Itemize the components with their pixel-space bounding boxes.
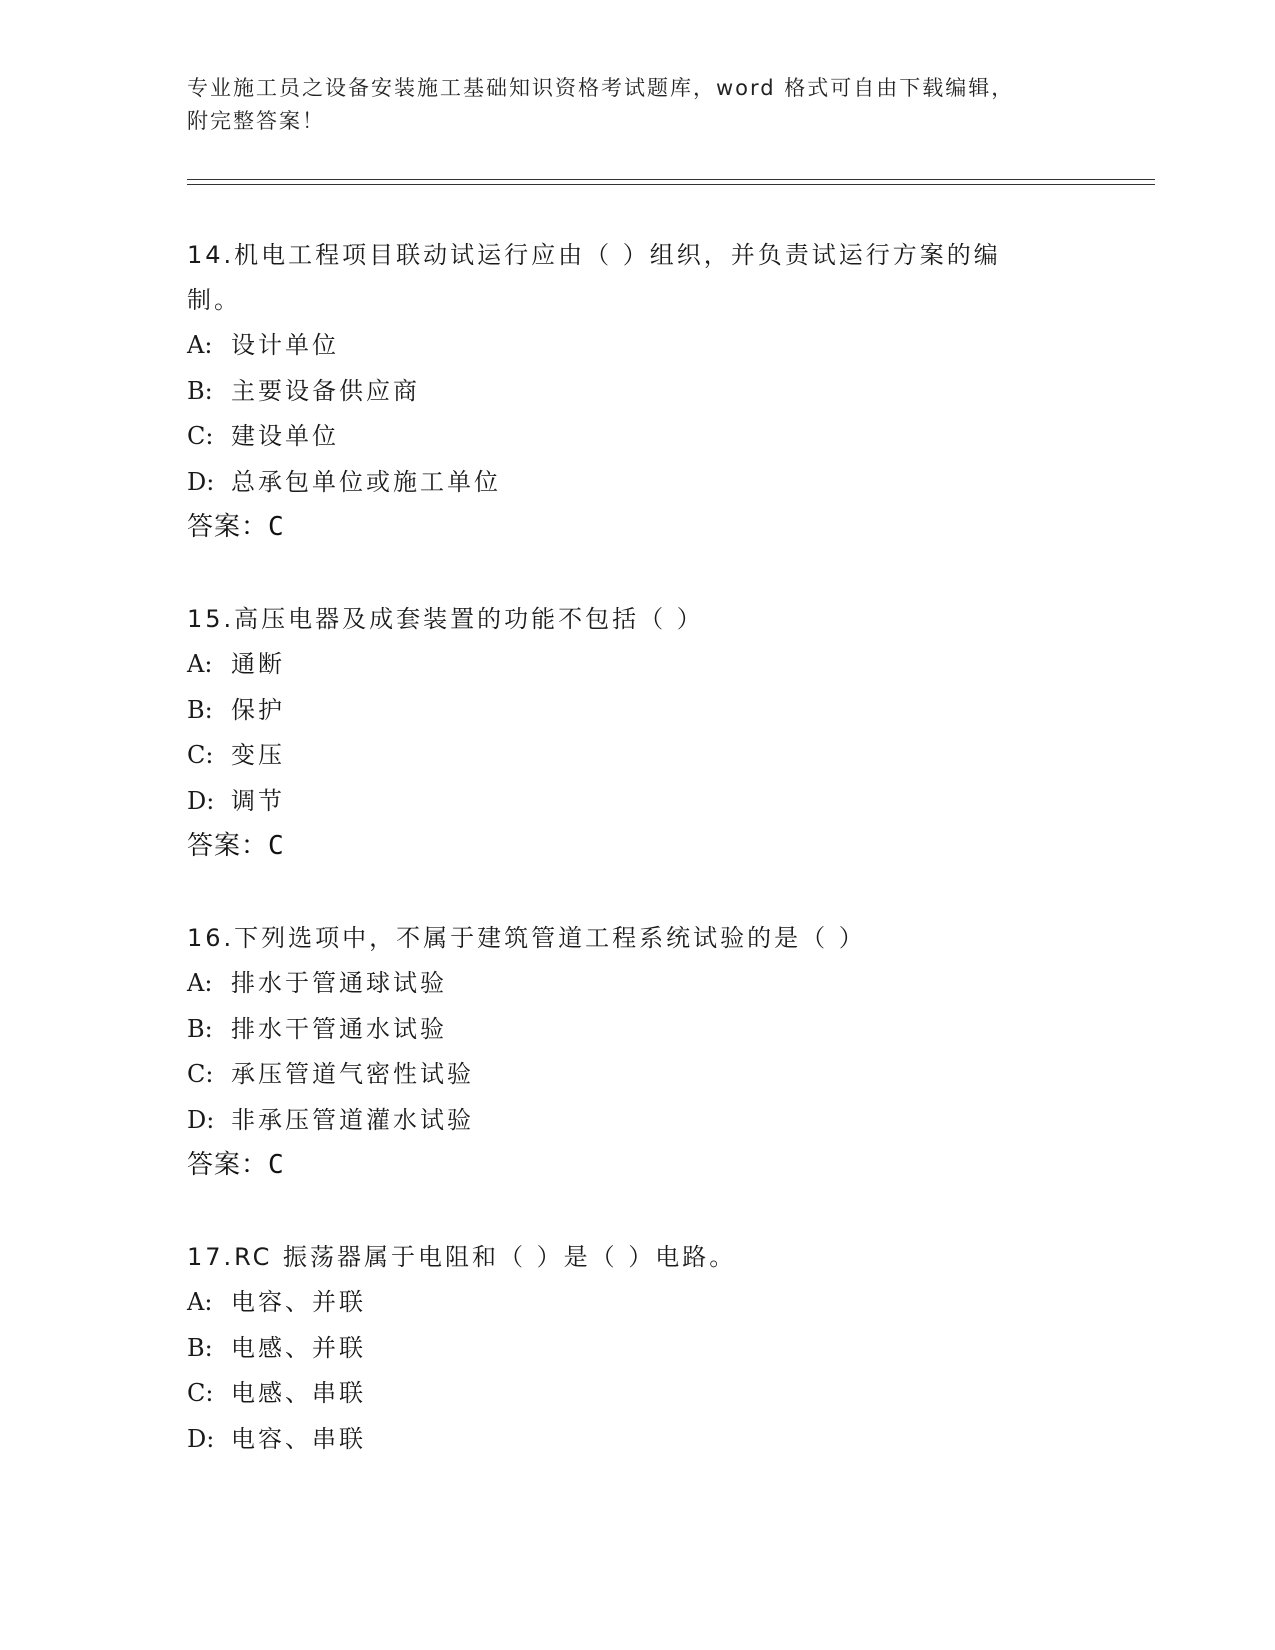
option-letter: D: — [187, 1105, 215, 1134]
question-17 — [187, 1235, 1087, 1462]
option-text: 变压 — [231, 741, 285, 769]
option-text: 电感、串联 — [231, 1379, 366, 1407]
option-text: 电容、并联 — [231, 1288, 366, 1316]
question-14 — [187, 233, 1087, 551]
option-letter: D: — [187, 467, 215, 496]
option-c — [187, 1052, 1087, 1098]
question-stem-line-1: 16.下列选项中，不属于建筑管道工程系统试验的是（ ） — [187, 924, 866, 952]
option-text: 承压管道气密性试验 — [231, 1060, 474, 1088]
question-15 — [187, 597, 1087, 870]
option-letter: D: — [187, 786, 215, 815]
option-text: 总承包单位或施工单位 — [231, 467, 501, 496]
option-text: 主要设备供应商 — [231, 376, 420, 405]
header-divider-top — [187, 179, 1155, 180]
option-c — [187, 414, 1087, 460]
question-16 — [187, 916, 1087, 1189]
option-a — [187, 1280, 1087, 1326]
option-letter: A: — [187, 969, 213, 997]
option-text: 建设单位 — [231, 422, 339, 450]
option-text: 电容、串联 — [231, 1424, 366, 1453]
option-letter: A: — [187, 331, 213, 359]
option-letter: A: — [187, 1288, 213, 1316]
question-stem-line-1: 14.机电工程项目联动试运行应由（ ）组织，并负责试运行方案的编 — [187, 241, 1001, 269]
option-letter: C: — [187, 1379, 214, 1407]
option-text: 通断 — [231, 650, 285, 678]
option-text: 非承压管道灌水试验 — [231, 1105, 474, 1134]
answer-line: 答案：C — [187, 512, 285, 542]
option-letter: A: — [187, 650, 213, 678]
option-letter: B: — [187, 1014, 213, 1043]
header-line-2: 附完整答案！ — [187, 109, 325, 133]
option-b — [187, 1326, 1087, 1372]
header-line-1: 专业施工员之设备安装施工基础知识资格考试题库，word 格式可自由下载编辑， — [187, 76, 1015, 100]
option-text: 调节 — [231, 786, 285, 815]
option-b — [187, 369, 1087, 415]
question-stem — [187, 916, 1087, 961]
question-stem — [187, 233, 1087, 323]
option-d — [187, 1098, 1087, 1144]
option-d — [187, 779, 1087, 825]
option-letter: B: — [187, 695, 213, 724]
question-stem-line-1: 15.高压电器及成套装置的功能不包括（ ） — [187, 605, 704, 633]
option-text: 排水于管通球试验 — [231, 969, 447, 997]
question-stem — [187, 1235, 1087, 1280]
option-text: 保护 — [231, 695, 285, 724]
option-b — [187, 688, 1087, 734]
option-letter: C: — [187, 1060, 214, 1088]
option-letter: C: — [187, 422, 214, 450]
question-stem-line-2: 制。 — [187, 286, 241, 314]
option-letter: C: — [187, 741, 214, 769]
option-d — [187, 1417, 1087, 1463]
question-stem-line-1: 17.RC 振荡器属于电阻和（ ）是（ ）电路。 — [187, 1243, 737, 1271]
option-letter: B: — [187, 1333, 213, 1362]
option-b — [187, 1007, 1087, 1053]
question-stem — [187, 597, 1087, 642]
answer-line: 答案：C — [187, 831, 285, 861]
option-c — [187, 733, 1087, 779]
header-divider-bottom — [187, 184, 1155, 185]
option-letter: B: — [187, 376, 213, 405]
option-a — [187, 642, 1087, 688]
option-text: 排水干管通水试验 — [231, 1014, 447, 1043]
document-header — [187, 72, 1087, 138]
option-text: 设计单位 — [231, 331, 339, 359]
option-a — [187, 961, 1087, 1007]
option-text: 电感、并联 — [231, 1333, 366, 1362]
option-d — [187, 460, 1087, 506]
option-a — [187, 323, 1087, 369]
option-c — [187, 1371, 1087, 1417]
option-letter: D: — [187, 1424, 215, 1453]
answer-line: 答案：C — [187, 1150, 285, 1180]
